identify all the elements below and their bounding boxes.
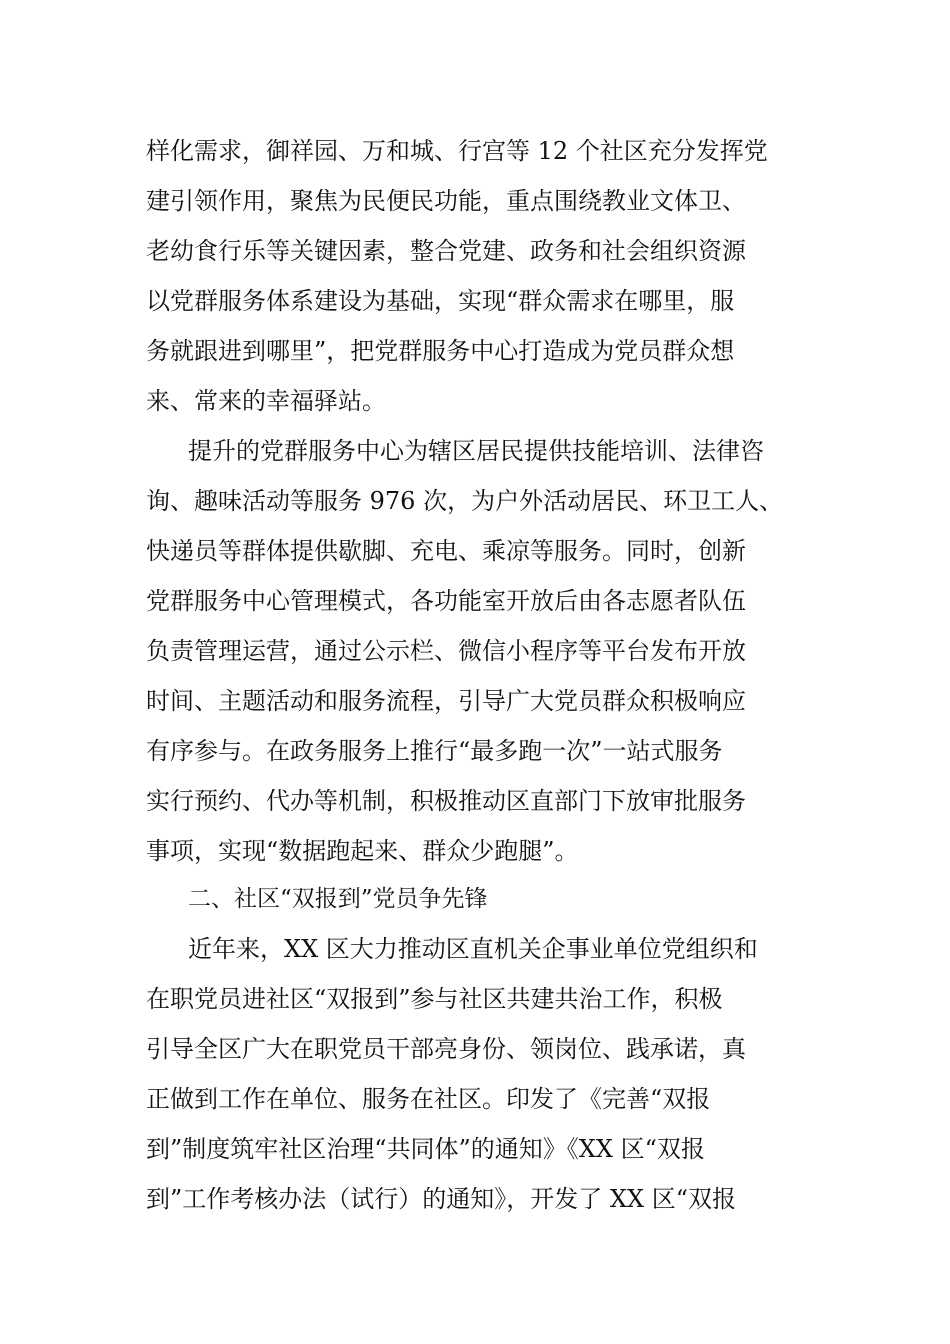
text-line-2: 建引领作用，聚焦为民便民功能，重点围绕教业文体卫、 bbox=[146, 187, 746, 215]
text-line-1: 样化需求，御祥园、万和城、行宫等 12 个社区充分发挥党 bbox=[146, 137, 768, 165]
text-line-14: 实行预约、代办等机制，积极推动区直部门下放审批服务 bbox=[146, 787, 746, 815]
text-line-10: 党群服务中心管理模式，各功能室开放后由各志愿者队伍 bbox=[146, 587, 746, 615]
text-line-21: 到”制度筑牢社区治理“共同体”的通知》《XX 区“双报 bbox=[146, 1135, 705, 1163]
text-line-7: 提升的党群服务中心为辖区居民提供技能培训、法律咨 bbox=[188, 437, 764, 465]
text-line-11: 负责管理运营，通过公示栏、微信小程序等平台发布开放 bbox=[146, 637, 746, 665]
text-line-5: 务就跟进到哪里”，把党群服务中心打造成为党员群众想 bbox=[146, 337, 735, 365]
text-line-4: 以党群服务体系建设为基础，实现“群众需求在哪里，服 bbox=[146, 287, 735, 315]
text-line-3: 老幼食行乐等关键因素，整合党建、政务和社会组织资源 bbox=[146, 237, 746, 265]
text-line-15: 事项，实现“数据跑起来、群众少跑腿”。 bbox=[146, 837, 579, 865]
text-line-18: 在职党员进社区“双报到”参与社区共建共治工作，积极 bbox=[146, 985, 723, 1013]
text-line-19: 引导全区广大在职党员干部亮身份、领岗位、践承诺，真 bbox=[146, 1035, 746, 1063]
text-line-13: 有序参与。在政务服务上推行“最多跑一次”一站式服务 bbox=[146, 737, 723, 765]
text-line-17: 近年来，XX 区大力推动区直机关企事业单位党组织和 bbox=[188, 935, 758, 963]
text-line-20: 正做到工作在单位、服务在社区。印发了《完善“双报 bbox=[146, 1085, 711, 1113]
text-line-6: 来、常来的幸福驿站。 bbox=[146, 387, 386, 415]
text-line-8: 询、趣味活动等服务 976 次，为户外活动居民、环卫工人、 bbox=[146, 487, 784, 515]
text-line-12: 时间、主题活动和服务流程，引导广大党员群众积极响应 bbox=[146, 687, 746, 715]
text-line-22: 到”工作考核办法（试行）的通知》，开发了 XX 区“双报 bbox=[146, 1185, 736, 1213]
section-heading: 二、社区“双报到”党员争先锋 bbox=[188, 886, 488, 912]
text-line-9: 快递员等群体提供歇脚、充电、乘凉等服务。同时，创新 bbox=[146, 537, 746, 565]
